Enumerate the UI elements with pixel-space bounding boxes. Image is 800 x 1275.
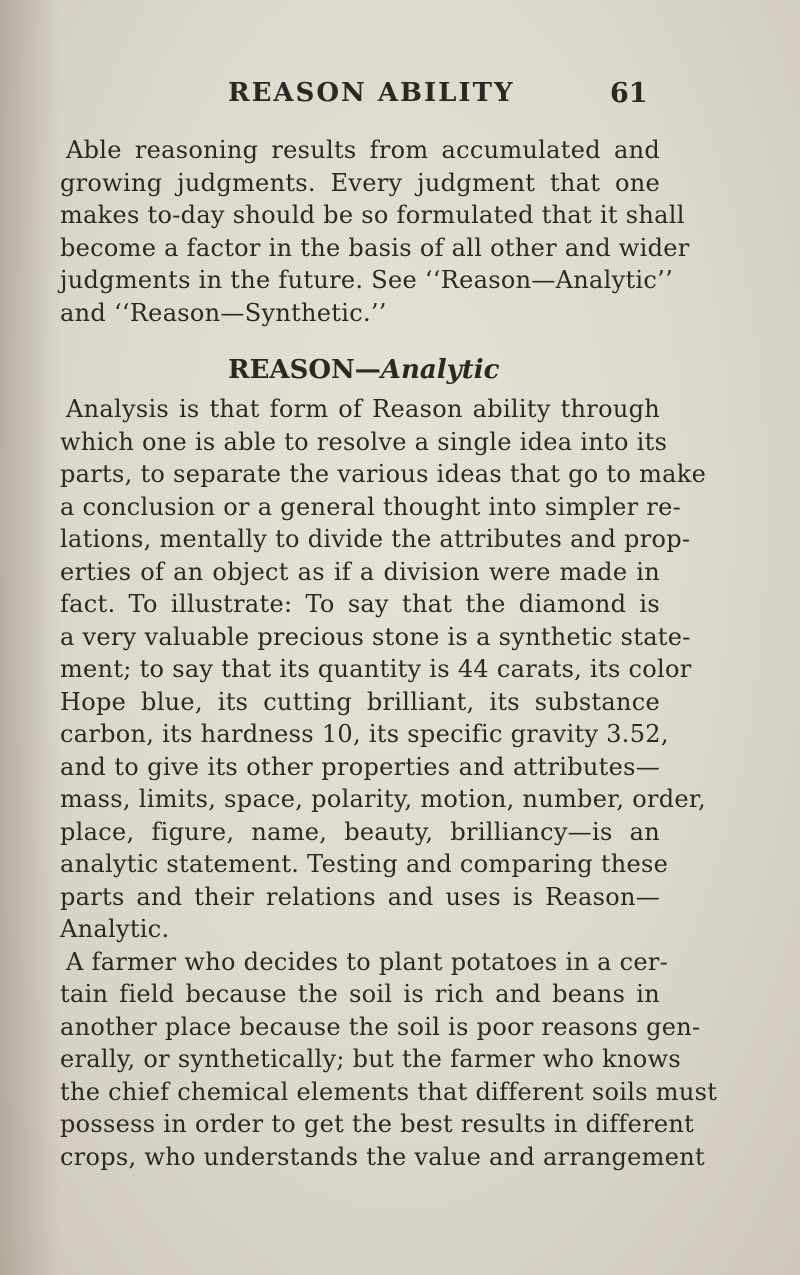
text-line: and ‘‘Reason—Synthetic.’’ [60,298,387,327]
text-line: place, figure, name, beauty, brilliancy—is an [60,817,660,846]
text-line: erties of an object as if a division were made in [60,557,660,586]
text-line: a conclusion or a general thought into simpler re- [60,492,682,521]
analytic-paragraphs [60,393,718,1173]
text-line: carbon, its hardness 10, its specific gravity 3.52, [60,720,669,748]
section-heading-caps: REASON— [228,355,381,385]
text-line: parts, to separate the various ideas that go to make [60,460,707,488]
text-line: parts and their relations and uses is Reason— [60,882,660,911]
text-line: lations, mentally to divide the attributes and prop- [60,525,691,553]
text-line: ment; to say that its quantity is 44 carats, its color [60,655,692,683]
page-number: 61 [610,78,648,109]
text-line: tain field because the soil is rich and beans in [60,980,660,1008]
intro-paragraph [60,134,690,329]
text-line: growing judgments. Every judgment that one [60,168,660,197]
text-line: Analysis is that form of Reason ability through [66,395,660,423]
text-line: erally, or synthetically; but the farmer who knows [60,1045,681,1073]
page-edge-shadow [0,0,60,1275]
text-line: A farmer who decides to plant potatoes in a cer- [66,947,669,976]
text-line: possess in order to get the best results in different [60,1110,695,1138]
section-heading [228,355,499,385]
text-line: which one is able to resolve a single idea into its [60,427,668,456]
running-head [0,78,800,118]
text-line: become a factor in the basis of all other and wider [60,233,690,262]
text-line: another place because the soil is poor reasons gen- [60,1012,701,1041]
text-line: Analytic. [60,915,170,943]
text-line: judgments in the future. See ‘‘Reason—Analytic’’ [60,266,673,294]
section-heading-italic: Analytic [380,355,500,385]
text-line: and to give its other properties and attributes— [60,752,660,781]
running-title: REASON ABILITY [228,78,515,108]
text-line: a very valuable precious stone is a synthetic state- [60,622,691,651]
text-line: the chief chemical elements that different soils must [60,1077,718,1106]
text-line: crops, who understands the value and arrangement [60,1142,705,1171]
text-line: Able reasoning results from accumulated and [66,136,660,164]
text-line: fact. To illustrate: To say that the diamond is [60,590,660,618]
text-line: analytic statement. Testing and comparing these [60,850,669,878]
text-line: mass, limits, space, polarity, motion, number, order, [60,785,706,813]
text-line: Hope blue, its cutting brilliant, its substance [60,687,660,716]
text-line: makes to-day should be so formulated that it shall [60,201,685,229]
